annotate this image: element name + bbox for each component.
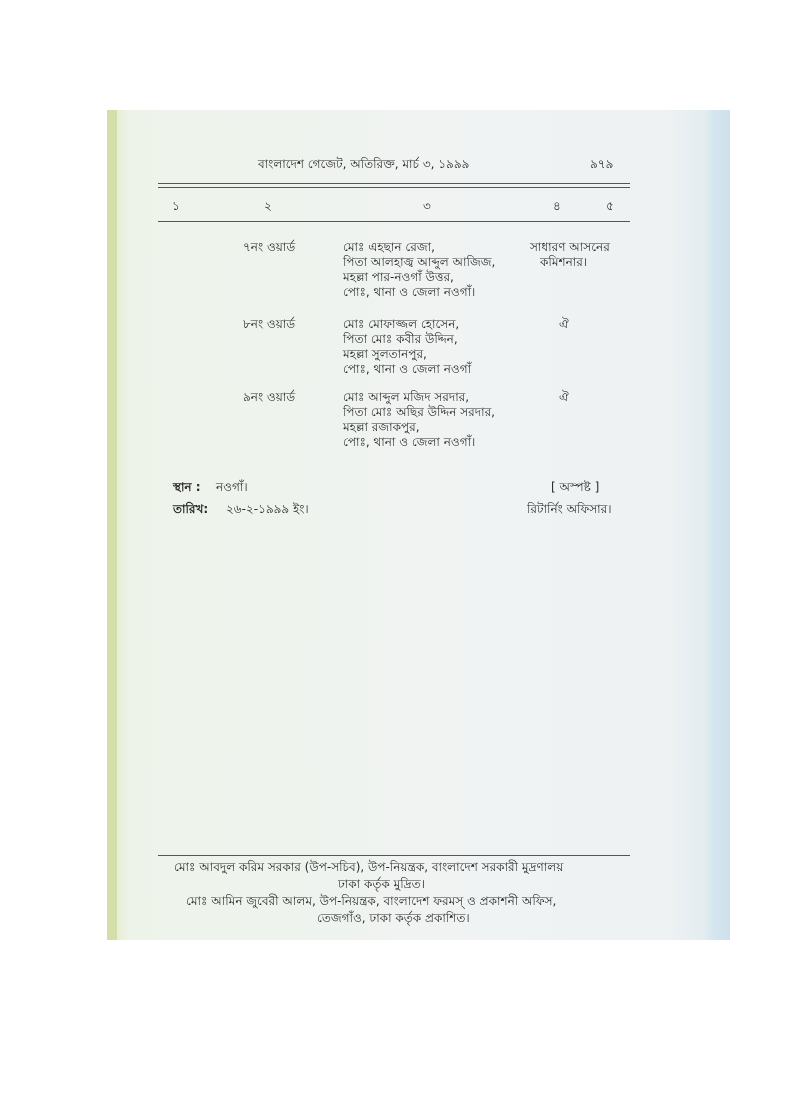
date-value: ২৬-২-১৯৯৯ ইং।	[226, 502, 309, 516]
candidate-7-mohalla: মহল্লা পার-নওগাঁ উত্তর,	[343, 270, 454, 284]
signature-illegible: [ অস্পষ্ট ]	[551, 480, 600, 494]
footer-publisher-line: মোঃ আমিন জুবেরী আলম, উপ-নিয়ন্ত্রক, বাংলাদেশ ফরমস্ ও প্রকাশনী অফিস,	[186, 894, 557, 908]
column-header-rule	[158, 221, 630, 222]
place-value: নওগাঁ।	[216, 480, 248, 494]
ward-8-label: ৮নং ওয়ার্ড	[243, 317, 296, 331]
column-number-3: ৩	[423, 199, 431, 213]
candidate-8-name: মোঃ মোফাজ্জল হোসেন,	[343, 317, 460, 331]
ditto-mark-8: ঐ	[559, 317, 569, 331]
column-number-2: ২	[264, 199, 272, 213]
footer-rule	[158, 855, 630, 856]
candidate-8-post: পোঃ, থানা ও জেলা নওগাঁ	[343, 362, 472, 376]
column-number-4: ৪	[553, 199, 561, 213]
seat-commissioner: কমিশনার।	[540, 255, 588, 269]
footer-published-by: তেজগাঁও, ঢাকা কর্তৃক প্রকাশিত।	[317, 911, 470, 925]
place-label: স্থান :	[173, 480, 201, 494]
header-rule-top	[158, 183, 630, 184]
footer-printer-line: মোঃ আবদুল করিম সরকার (উপ-সচিব), উপ-নিয়ন্ত্রক, বাংলাদেশ সরকারী মুদ্রণালয়	[174, 860, 564, 874]
candidate-7-name: মোঃ এহছান রেজা,	[343, 240, 435, 254]
candidate-9-name: মোঃ আব্দুল মজিদ সরদার,	[343, 390, 470, 404]
header-rule-second	[158, 187, 630, 188]
page-number: ৯৭৯	[590, 157, 614, 171]
seat-type-general: সাধারণ আসনের	[530, 240, 610, 254]
footer-printed-by: ঢাকা কর্তৃক মুদ্রিত।	[338, 877, 425, 891]
candidate-9-post: পোঃ, থানা ও জেলা নওগাঁ।	[343, 435, 476, 449]
gazette-page	[107, 110, 730, 940]
date-label: তারিখ:	[173, 502, 209, 516]
ditto-mark-9: ঐ	[559, 390, 569, 404]
page-edge-strip	[107, 110, 117, 940]
candidate-7-father: পিতা আলহাজ্ব আব্দুল আজিজ,	[343, 255, 496, 269]
column-number-1: ১	[172, 199, 180, 213]
candidate-8-mohalla: মহল্লা সুলতানপুর,	[343, 347, 427, 361]
candidate-8-father: পিতা মোঃ কবীর উদ্দিন,	[343, 332, 458, 346]
gazette-header-title: বাংলাদেশ গেজেট, অতিরিক্ত, মার্চ ৩, ১৯৯৯	[258, 157, 470, 171]
candidate-9-father: পিতা মোঃ অছির উদ্দিন সরদার,	[343, 405, 495, 419]
candidate-9-mohalla: মহল্লা রজাকপুর,	[343, 420, 420, 434]
returning-officer-title: রিটার্নিং অফিসার।	[527, 502, 612, 516]
column-number-5: ৫	[606, 199, 614, 213]
ward-9-label: ৯নং ওয়ার্ড	[243, 390, 296, 404]
ward-7-label: ৭নং ওয়ার্ড	[243, 240, 296, 254]
candidate-7-post: পোঃ, থানা ও জেলা নওগাঁ।	[343, 285, 476, 299]
